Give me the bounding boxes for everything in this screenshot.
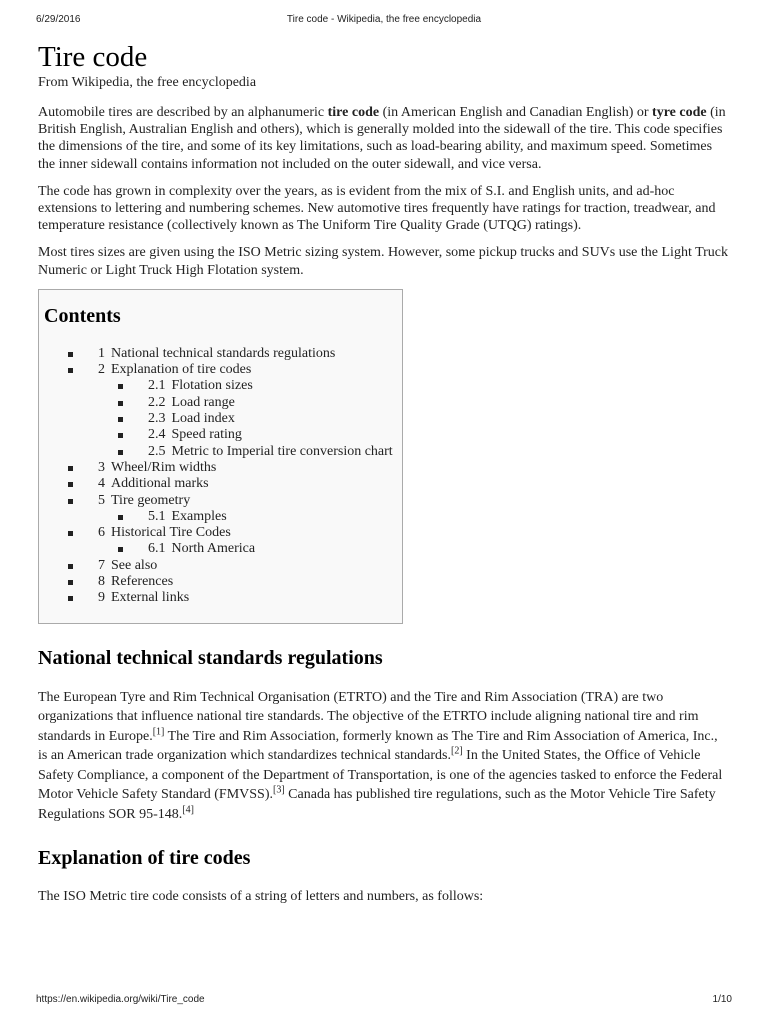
article-source-line: From Wikipedia, the free encyclopedia: [38, 75, 257, 90]
bullet-icon: [118, 547, 123, 552]
toc-item-number: 3: [98, 459, 105, 475]
bullet-icon: [118, 515, 123, 520]
toc-item-label: Flotation sizes: [171, 378, 253, 394]
toc-item-label: Tire geometry: [111, 492, 191, 508]
reference-link-4[interactable]: [4]: [182, 803, 194, 815]
print-date: 6/29/2016: [36, 14, 81, 25]
toc-item-number: 2.3: [148, 411, 166, 427]
toc-item[interactable]: [44, 509, 402, 525]
bullet-icon: [118, 433, 123, 438]
toc-item[interactable]: [44, 378, 402, 394]
bullet-icon: [68, 466, 73, 471]
toc-item-label: National technical standards regulations: [111, 345, 336, 361]
section-heading-national-standards: National technical standards regulations: [38, 646, 383, 669]
toc-list: [44, 346, 402, 607]
toc-item[interactable]: [44, 362, 402, 378]
toc-item-number: 9: [98, 590, 105, 606]
print-page-title: Tire code - Wikipedia, the free encyclopedia: [286, 14, 482, 25]
explanation-paragraph: The ISO Metric tire code consists of a string of letters and numbers, as follows:: [38, 889, 484, 905]
bullet-icon: [118, 384, 123, 389]
toc-item-number: 2: [98, 362, 105, 378]
toc-item[interactable]: [44, 541, 402, 557]
print-url: https://en.wikipedia.org/wiki/Tire_code: [36, 994, 205, 1005]
toc-item-number: 4: [98, 476, 105, 492]
toc-item-label: References: [111, 573, 174, 589]
toc-item[interactable]: [44, 574, 402, 590]
toc-item-label: Wheel/Rim widths: [111, 459, 217, 475]
toc-item-number: 7: [98, 557, 105, 573]
print-header: [36, 14, 732, 30]
toc-item-number: 1: [98, 345, 105, 361]
bullet-icon: [68, 564, 73, 569]
bullet-icon: [68, 531, 73, 536]
national-standards-paragraph: The European Tyre and Rim Technical Organisation (ETRTO) and the Tire and Rim Association (TRA) are two organizations that influence national tire standards. The objective of the ETRTO include aligning national tire and rim standards in Europe.[1] The Tire and Rim Association, formerly known as The Tire and Rim Association of America, Inc., is an American trade organization which standardizes technical standards.[2] In the United States, the Office of Vehicle Safety Compliance, a component of the Department of Transportation, is one of the agencies tasked to enforce the Federal Motor Vehicle Safety Standard (FMVSS).[3] Canada has published tire regulations, such as the Motor Vehicle Tire Safety Regulations SOR 95-148.[4]: [38, 689, 723, 822]
article-content: [38, 36, 730, 915]
print-page-number: 1/10: [712, 994, 732, 1005]
toc-item-number: 2.1: [148, 378, 166, 394]
bullet-icon: [118, 401, 123, 406]
toc-item[interactable]: [44, 558, 402, 574]
toc-item[interactable]: [44, 525, 402, 541]
reference-link-2[interactable]: [2]: [450, 745, 463, 757]
toc-item-label: Speed rating: [171, 427, 242, 443]
intro-paragraph-1: Automobile tires are described by an alphanumeric tire code (in American English and Canadian English) or tyre code (in British English, Australian English and others), which is generally molded into the sidewall of the tire. This code specifies the dimensions of the tire, and some of its key limitations, such as load-bearing ability, and maximum speed. Sometimes the inner sidewall contains information not included on the outer sidewall, and vice versa.: [38, 105, 726, 172]
toc-item-number: 5.1: [148, 508, 166, 524]
toc-item-label: Additional marks: [111, 476, 209, 492]
bullet-icon: [68, 352, 73, 357]
toc-item-number: 2.4: [148, 427, 166, 443]
term-tire-code: tire code: [327, 105, 380, 120]
toc-item-number: 2.5: [148, 443, 166, 459]
toc-item-label: Load range: [171, 394, 235, 410]
toc-item-number: 2.2: [148, 394, 166, 410]
bullet-icon: [118, 450, 123, 455]
toc-item[interactable]: [44, 493, 402, 509]
toc-item[interactable]: [44, 395, 402, 411]
toc-item-number: 5: [98, 492, 105, 508]
toc-item-label: Load index: [171, 411, 235, 427]
bullet-icon: [68, 482, 73, 487]
table-of-contents: [38, 289, 403, 624]
toc-item-label: Metric to Imperial tire conversion chart: [171, 443, 393, 459]
term-tyre-code: tyre code: [652, 105, 707, 120]
toc-item[interactable]: [44, 411, 402, 427]
toc-item-label: North America: [171, 541, 256, 557]
toc-item[interactable]: [44, 444, 402, 460]
intro-paragraph-2: The code has grown in complexity over the years, as is evident from the mix of S.I. and English units, and ad-hoc extensions to lettering and numbering schemes. New automotive tires frequently have ratings for traction, treadwear, and temperature resistance (collectively known as The Uniform Tire Quality Grade (UTQG) ratings).: [38, 183, 716, 234]
toc-item[interactable]: [44, 460, 402, 476]
bullet-icon: [68, 499, 73, 504]
toc-item-label: Historical Tire Codes: [111, 525, 231, 541]
intro-paragraph-3: Most tires sizes are given using the ISO Metric sizing system. However, some pickup trucks and SUVs use the Light Truck Numeric or Light Truck High Flotation system.: [38, 245, 729, 278]
toc-item[interactable]: [44, 427, 402, 443]
toc-item-label: Examples: [171, 508, 227, 524]
toc-item-number: 6: [98, 525, 105, 541]
toc-item-label: External links: [111, 590, 190, 606]
reference-link-3[interactable]: [3]: [273, 784, 285, 796]
reference-link-1[interactable]: [1]: [152, 725, 165, 737]
bullet-icon: [68, 580, 73, 585]
toc-item[interactable]: [44, 476, 402, 492]
bullet-icon: [68, 368, 73, 373]
toc-item[interactable]: [44, 346, 402, 362]
section-heading-explanation: Explanation of tire codes: [38, 847, 251, 870]
toc-item-number: 8: [98, 573, 105, 589]
toc-item-label: See also: [111, 557, 158, 573]
bullet-icon: [118, 417, 123, 422]
toc-item[interactable]: [44, 590, 402, 606]
article-title: Tire code: [38, 41, 148, 73]
toc-item-label: Explanation of tire codes: [111, 362, 252, 378]
toc-title: Contents: [44, 304, 121, 327]
toc-item-number: 6.1: [148, 541, 166, 557]
bullet-icon: [68, 596, 73, 601]
print-footer: [36, 994, 732, 1010]
